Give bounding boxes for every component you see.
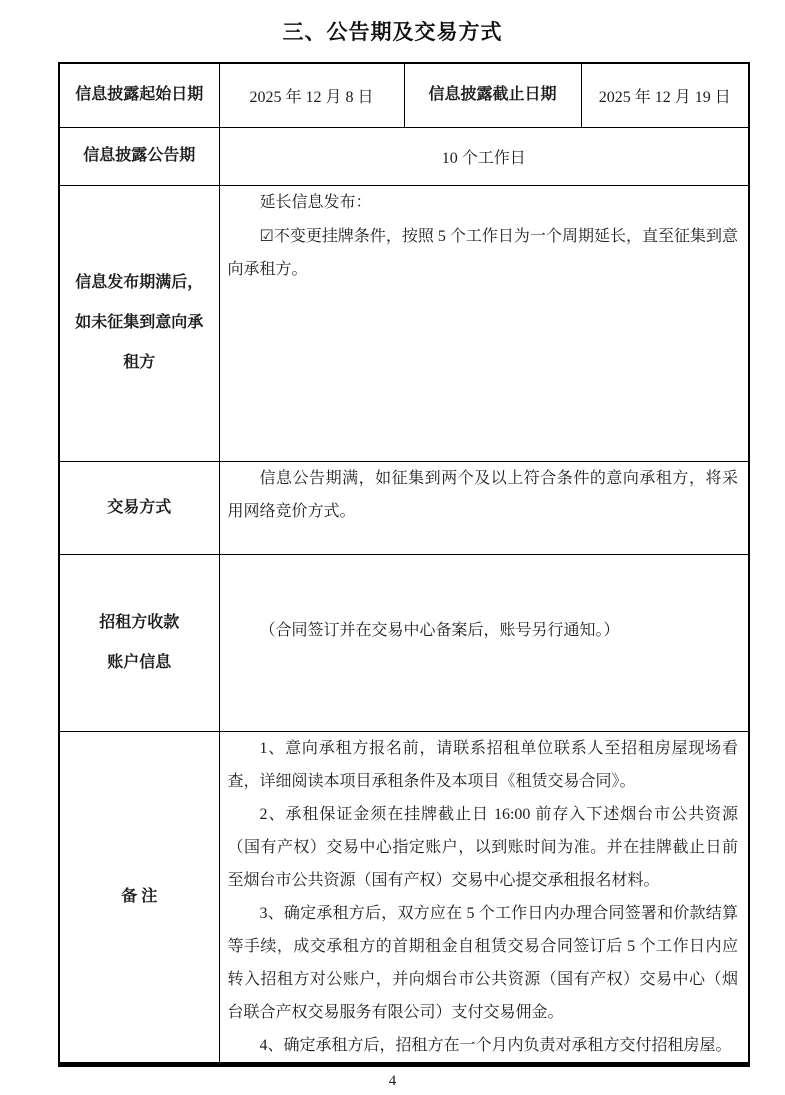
- remarks-content: [219, 731, 749, 1064]
- table-row-remarks: [59, 731, 749, 1064]
- disclosure-end-label: 信息披露截止日期: [404, 63, 581, 127]
- document-page: [0, 16, 785, 1095]
- table-row-announcement-period: [59, 127, 749, 185]
- account-info-content: [219, 554, 749, 731]
- table-row-disclosure-dates: [59, 63, 749, 127]
- extension-label: 信息发布期满后，如未征集到意向承租方: [59, 185, 219, 461]
- account-info-label-line2: 账户信息: [107, 653, 172, 671]
- extension-option-line: [228, 219, 739, 286]
- announcement-period-value: 10 个工作日: [219, 127, 749, 185]
- transaction-method-label: 交易方式: [59, 461, 219, 554]
- announcement-table: [58, 62, 750, 1067]
- transaction-method-text: 信息公告期满，如征集到两个及以上符合条件的意向承租方，将采用网络竞价方式。: [227, 469, 738, 520]
- extension-content: [219, 185, 749, 461]
- disclosure-start-value: 2025 年 12 月 8 日: [219, 63, 404, 127]
- extension-option-text: 不变更挂牌条件，按照 5 个工作日为一个周期延长，直至征集到意向承租方。: [227, 227, 738, 278]
- section-title: 三、公告期及交易方式: [282, 20, 503, 44]
- checkbox-checked-icon: ☑: [259, 225, 274, 245]
- account-info-label: [59, 554, 219, 731]
- disclosure-end-value: 2025 年 12 月 19 日: [581, 63, 749, 127]
- extension-heading: 延长信息发布：: [259, 193, 372, 211]
- remarks-item-3: 3、确定承租方后，双方应在 5 个工作日内办理合同签署和价款结算等手续，成交承租方的首期租金自租赁交易合同签订后 5 个工作日内应转入招租方对公账户，并向烟台市公共资源（国有产权）交易中心（烟台联合产权交易服务有限公司）支付交易佣金。: [227, 904, 738, 1021]
- table-row-transaction-method: [59, 461, 749, 554]
- table-row-account-info: [59, 554, 749, 731]
- disclosure-start-label: 信息披露起始日期: [59, 63, 219, 127]
- remarks-item-4: 4、确定承租方后，招租方在一个月内负责对承租方交付招租房屋。: [259, 1036, 732, 1054]
- remarks-label: 备 注: [59, 731, 219, 1064]
- table-row-extension: [59, 185, 749, 461]
- remarks-item-2: 2、承租保证金须在挂牌截止日 16:00 前存入下述烟台市公共资源（国有产权）交易中心指定账户，以到账时间为准。并在挂牌截止日前至烟台市公共资源（国有产权）交易中心提交承租报名材料。: [227, 805, 738, 889]
- page-number: 4: [388, 1072, 397, 1089]
- account-info-text: （合同签订并在交易中心备案后，账号另行通知。）: [259, 622, 620, 639]
- announcement-period-label: 信息披露公告期: [59, 127, 219, 185]
- account-info-label-line1: 招租方收款: [99, 613, 180, 631]
- transaction-method-content: [219, 461, 749, 554]
- remarks-item-1: 1、意向承租方报名前，请联系招租单位联系人至招租房屋现场看查，详细阅读本项目承租条件及本项目《租赁交易合同》。: [227, 739, 738, 790]
